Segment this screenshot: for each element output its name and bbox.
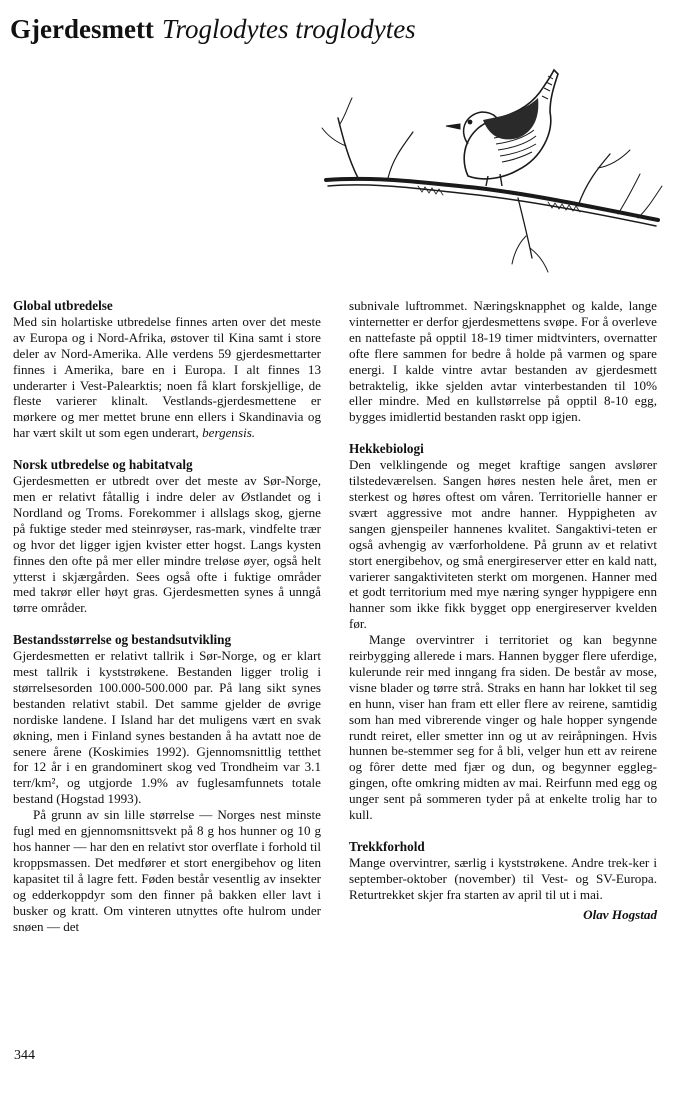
section-migration xyxy=(349,839,657,923)
species-common-name: Gjerdesmett xyxy=(10,14,154,44)
section-text xyxy=(13,314,321,441)
section-population xyxy=(13,632,321,934)
species-latin-name: Troglodytes troglodytes xyxy=(161,14,416,44)
section-text: Gjerdesmetten er relativt tallrik i Sør-Norge, og er klart mest tallrik i kyststrøkene. Bestanden ligger trolig i størrelsesorden 100.000-500.000 par. På lang sikt synes bestanden relativt stabil. Det samme gjelder de øvrige nordiske landene. I Island har det muligens vært en svak økning, men i Finland synes bestanden å ha avtatt noe de senere årene (Koskimies 1992). Gjennomsnittlig tetthet for 12 år i en grandominert skog ved Trondheim var 3.1 terr/km², og utgjorde 1.9% av fuglesamfunnets totale bestand (Hogstad 1993). xyxy=(13,648,321,807)
section-text: Gjerdesmetten er utbredt over det meste av Sør-Norge, men er relativt fåtallig i indre deler av Østlandet og i Nordland og Troms. Forekommer i allslags skog, gjerne på fuktige steder med steinrøyser, ras-mark, vindfelte trær og hvor det ligger igjen kvister etter hogst. Langs kysten finnes den ofte på mer eller mindre treløse øyer, også helt ytterst i skjærgården. Sees også ofte i fuktige områder med takrør eller høyt gras. Gjerdesmetten synes å unngå tørre områder. xyxy=(13,473,321,616)
section-norwegian-distribution xyxy=(13,457,321,616)
subspecies-name: bergensis. xyxy=(202,425,256,441)
section-global-distribution xyxy=(13,298,321,441)
wren-on-branch-icon xyxy=(318,58,668,278)
section-population-continued xyxy=(349,298,657,425)
section-heading: Bestandsstørrelse og bestandsutvikling xyxy=(13,632,232,648)
section-heading: Hekkebiologi xyxy=(349,441,424,457)
section-heading: Trekkforhold xyxy=(349,839,425,854)
section-text: Mange overvintrer, særlig i kyststrøkene. Andre trek-ker i september-oktober (november) til Vest- og SV-Europa. Returtrekket skjer fra starten av april til ut i mai. xyxy=(349,854,657,902)
section-heading: Norsk utbredelse og habitatvalg xyxy=(13,457,193,473)
section-text: subnivale luftrommet. Næringsknapphet og kalde, lange vinternetter er derfor gjerdesmettens svøpe. For å overleve en nattefaste på opptil 18-19 timer midtvinters, overnatter ofte flere sammen for bedre å holde på varmen og spare energi. I kalde vintre avtar bestanden av gjerdesmett betraktelig, ikke sjelden avtar vinterbestanden til 10% eller mindre. Med en kullstørrelse på opptil 8-10 egg, bygges imidlertid bestanden raskt opp igjen. xyxy=(349,298,657,425)
section-text: Mange overvintrer i territoriet og kan begynne reirbygging allerede i mars. Hannen bygger flere uferdige, kulerunde reir med inngang fra siden. De består av mose, visne blader og tørre strå. Straks en hann har lokket til seg en hunn, viser han fram ett eller flere av reirene, samtidig som han med vibrerende vinger og hale hopper syngende rundt reiret, eller smetter inn og ut av reiråpningen. Hvis hunnen be-stemmer seg for å bli, velger hun ett av reirene og fôrer dette med fjær og dun, og begynner eggleg-gingen, ofte omkring midten av mai. Reirfunn med egg og unger sent på sommeren tyder på at enkelte trolig har to kull. xyxy=(349,632,657,823)
section-text: Den velklingende og meget kraftige sangen avslører tilstedeværelsen. Sangen høres nesten hele året, men er sterkest og høres oftest om våren. Territorielle hanner er svært aggressive mot andre hanner. Hyppigheten av sangen gjenspeiler hannenes kvalitet. Sangaktivi-teten er også avhengig av værforholdene. På grunn av et relativt stort energibehov, og små energireserver etter en kald natt, varierer sangaktiviteten sterkt om morgenen. Hanner med et godt territorium med mye næring synger hyppigere enn hanner som ikke fikk bygget opp energireserver kvelden før. xyxy=(349,457,657,632)
section-text-body: Med sin holartiske utbredelse finnes arten over det meste av Europa og i Nord-Afrika, østover til Kina samt i store deler av Nord-Amerika. Alle verdens 59 gjerdesmettarter finnes i Amerika, bare en i Europa. I alt finnes 13 underarter i Vest-Palearktis; noen få klart forskjellige, de fleste varierer klinalt. Vestlands-gjerdesmettene er mørkere og mer mettet brune enn ellers i Skandinavia og har vært skilt ut som egen underart, xyxy=(13,313,321,441)
column-left xyxy=(13,298,321,934)
section-text: På grunn av sin lille størrelse — Norges nest minste fugl med en gjennomsnittsvekt på 8 g hos hunner og 10 g hos hanner — har den en relativt stor overflate i forhold til kroppsmassen. Det medfører et stort energibehov og liten kapasitet til å lagre fett. Føden består vesentlig av insekter og edderkoppdyr som den finner på bakken eller lavt i busker og kratt. Om vinteren utnyttes ofte hulrom under snøen — det xyxy=(13,807,321,934)
section-breeding xyxy=(349,441,657,823)
author-name: Olav Hogstad xyxy=(583,906,657,922)
page-title xyxy=(10,12,416,46)
page-number: 344 xyxy=(14,1048,35,1063)
column-right xyxy=(349,298,657,923)
section-heading: Global utbredelse xyxy=(13,298,113,313)
